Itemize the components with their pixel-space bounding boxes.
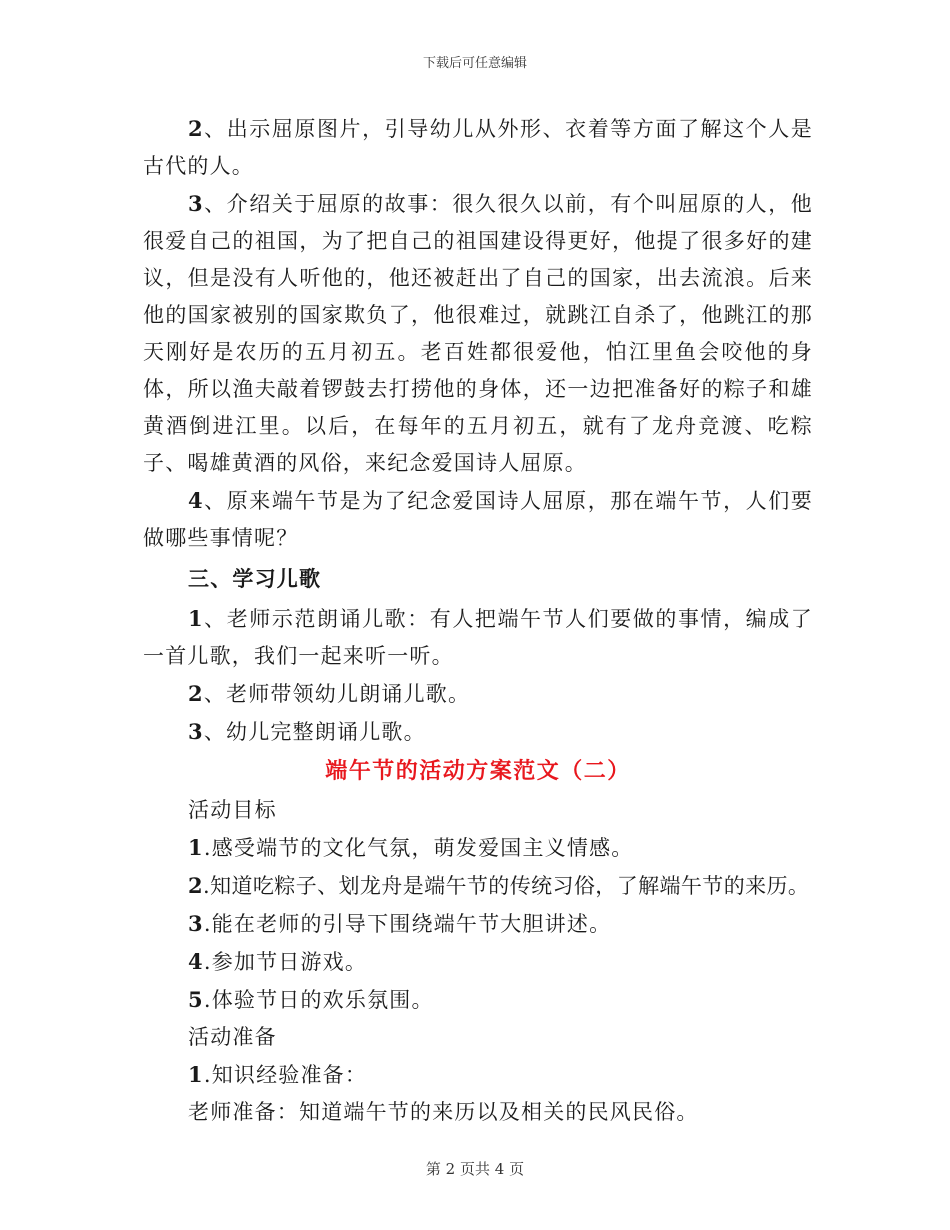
item-number: 2 bbox=[188, 681, 204, 706]
item-text: 、幼儿完整朗诵儿歌。 bbox=[203, 720, 426, 744]
item-number: 1 bbox=[188, 1062, 204, 1087]
item-number: 1 bbox=[188, 606, 204, 631]
item-text: 、老师带领幼儿朗诵儿歌。 bbox=[203, 682, 471, 706]
item-text: 、老师示范朗诵儿歌：有人把端午节人们要做的事情，编成了一首儿歌，我们一起来听一听。 bbox=[143, 607, 813, 668]
item-text: .知道吃粽子、划龙舟是端午节的传统习俗，了解端午节的来历。 bbox=[203, 874, 810, 898]
item-number: 2 bbox=[188, 873, 204, 898]
item-number: 4 bbox=[188, 949, 204, 974]
paragraph-item-1 bbox=[143, 600, 813, 675]
item-text: .知识经验准备： bbox=[203, 1063, 368, 1087]
paragraph-item-2 bbox=[143, 675, 813, 713]
goal-item bbox=[143, 867, 813, 905]
page-header: 下载后可任意编辑 bbox=[422, 56, 527, 71]
item-number: 3 bbox=[188, 719, 204, 744]
item-text: .感受端节的文化气氛，萌发爱国主义情感。 bbox=[203, 836, 634, 860]
paragraph-item-4 bbox=[143, 482, 813, 557]
item-number: 2 bbox=[188, 116, 204, 141]
item-number: 4 bbox=[188, 488, 204, 513]
goal-item bbox=[143, 943, 813, 981]
item-text: 、原来端午节是为了纪念爱国诗人屈原，那在端午节，人们要做哪些事情呢？ bbox=[143, 489, 813, 550]
item-number: 3 bbox=[188, 911, 204, 936]
item-text: 、出示屈原图片，引导幼儿从外形、衣着等方面了解这个人是古代的人。 bbox=[143, 117, 813, 178]
item-text: 、介绍关于屈原的故事：很久很久以前，有个叫屈原的人，他很爱自己的祖国，为了把自己的祖国建设得更好，他提了很多好的建议，但是没有人听他的，他还被赶出了自己的国家，出去流浪。后来他的国家被别的国家欺负了，他很难过，就跳江自杀了，他跳江的那天刚好是农历的五月初五。老百姓都很爱他，怕江里鱼会咬他的身体，所以渔夫敲着锣鼓去打捞他的身体，还一边把准备好的粽子和雄黄酒倒进江里。以后，在每年的五月初五，就有了龙舟竞渡、吃粽子、喝雄黄酒的风俗，来纪念爱国诗人屈原。 bbox=[143, 192, 813, 475]
goal-item bbox=[143, 905, 813, 943]
goal-item bbox=[143, 829, 813, 867]
item-text: .能在老师的引导下围绕端午节大胆讲述。 bbox=[203, 912, 612, 936]
paragraph-item-3 bbox=[143, 713, 813, 751]
paragraph-item-3 bbox=[143, 185, 813, 482]
paragraph-item-2 bbox=[143, 110, 813, 185]
item-text: .体验节日的欢乐氛围。 bbox=[203, 988, 434, 1012]
section-heading: 三、学习儿歌 bbox=[188, 566, 322, 591]
page-footer: 第 2 页共 4 页 bbox=[425, 1160, 525, 1178]
item-number: 5 bbox=[188, 987, 204, 1012]
document-title: 端午节的活动方案范文（二） bbox=[325, 758, 631, 784]
goal-item bbox=[143, 981, 813, 1019]
item-text: .参加节日游戏。 bbox=[203, 950, 368, 974]
document-body bbox=[143, 110, 813, 1131]
item-number: 3 bbox=[188, 191, 204, 216]
prep-item bbox=[143, 1056, 813, 1094]
item-number: 1 bbox=[188, 835, 204, 860]
goals-heading: 活动目标 bbox=[188, 798, 277, 822]
prep-teacher: 老师准备：知道端午节的来历以及相关的民风民俗。 bbox=[188, 1100, 699, 1124]
prep-heading: 活动准备 bbox=[188, 1025, 277, 1049]
